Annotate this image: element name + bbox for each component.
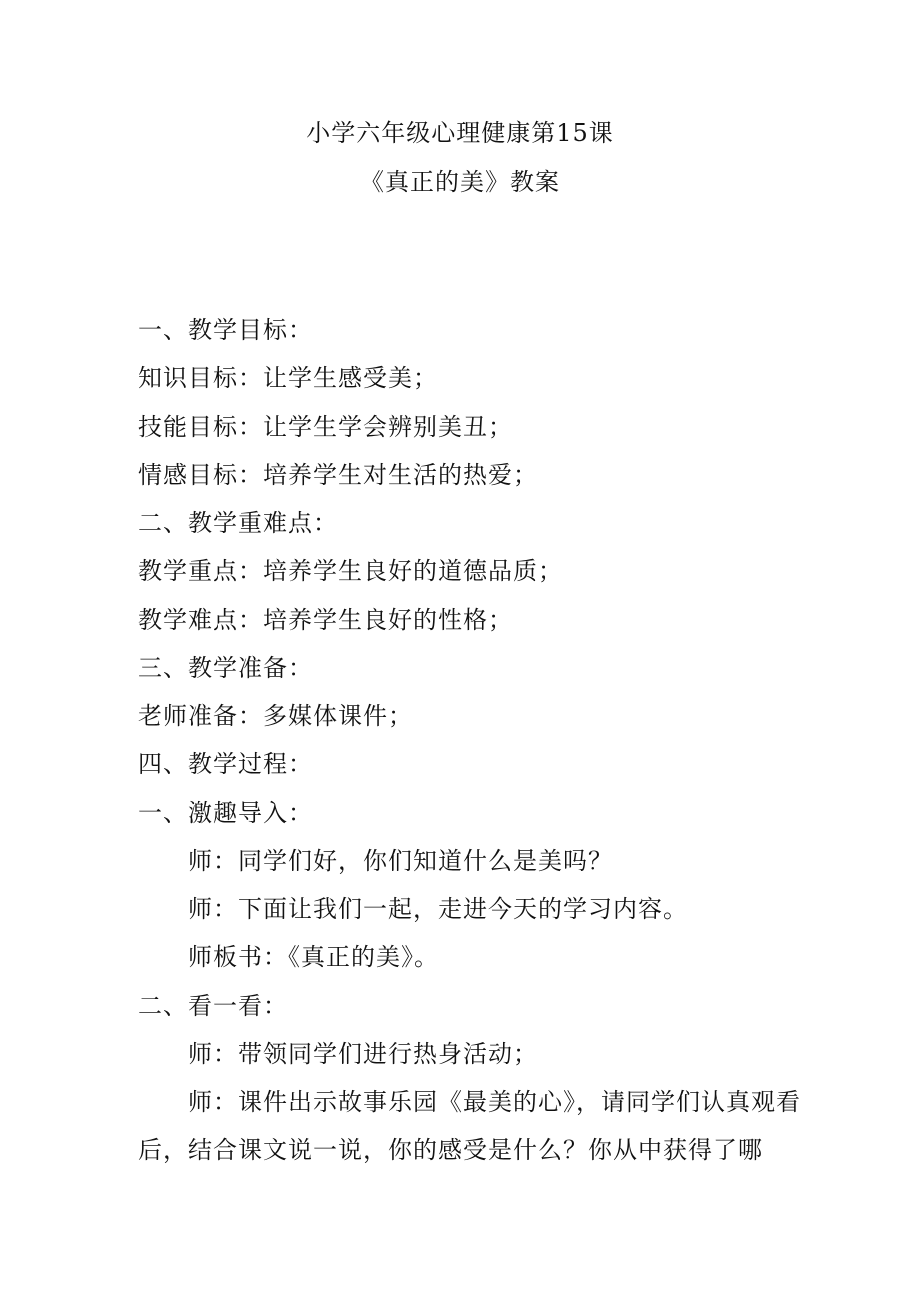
emotion-objective: 情感目标：培养学生对生活的热爱； xyxy=(138,461,538,489)
section-heading-key-points: 二、教学重难点： xyxy=(138,509,338,537)
teacher-line: 师：课件出示故事乐园《最美的心》，请同学们认真观看 xyxy=(188,1088,801,1116)
document-title: 小学六年级心理健康第15课 xyxy=(306,119,614,147)
teacher-preparation: 老师准备：多媒体课件； xyxy=(138,702,413,730)
knowledge-objective: 知识目标：让学生感受美； xyxy=(138,364,438,392)
section-heading-process: 四、教学过程： xyxy=(138,750,313,778)
teacher-line: 师：同学们好，你们知道什么是美吗？ xyxy=(188,847,613,875)
skill-objective: 技能目标：让学生学会辨别美丑； xyxy=(138,413,513,441)
document-subtitle: 《真正的美》教案 xyxy=(360,168,560,196)
teacher-line: 师：下面让我们一起，走进今天的学习内容。 xyxy=(188,895,688,923)
teacher-board-writing: 师板书：《真正的美》。 xyxy=(188,943,439,971)
teacher-line-continuation: 后，结合课文说一说，你的感受是什么？你从中获得了哪 xyxy=(138,1136,763,1164)
step-heading-introduction: 一、激趣导入： xyxy=(138,799,313,827)
step-heading-look: 二、看一看： xyxy=(138,992,288,1020)
section-heading-preparation: 三、教学准备： xyxy=(138,654,313,682)
teaching-difficulty: 教学难点：培养学生良好的性格； xyxy=(138,606,513,634)
teacher-line: 师：带领同学们进行热身活动； xyxy=(188,1040,538,1068)
teaching-key-point: 教学重点：培养学生良好的道德品质； xyxy=(138,557,563,585)
section-heading-objectives: 一、教学目标： xyxy=(138,316,313,344)
